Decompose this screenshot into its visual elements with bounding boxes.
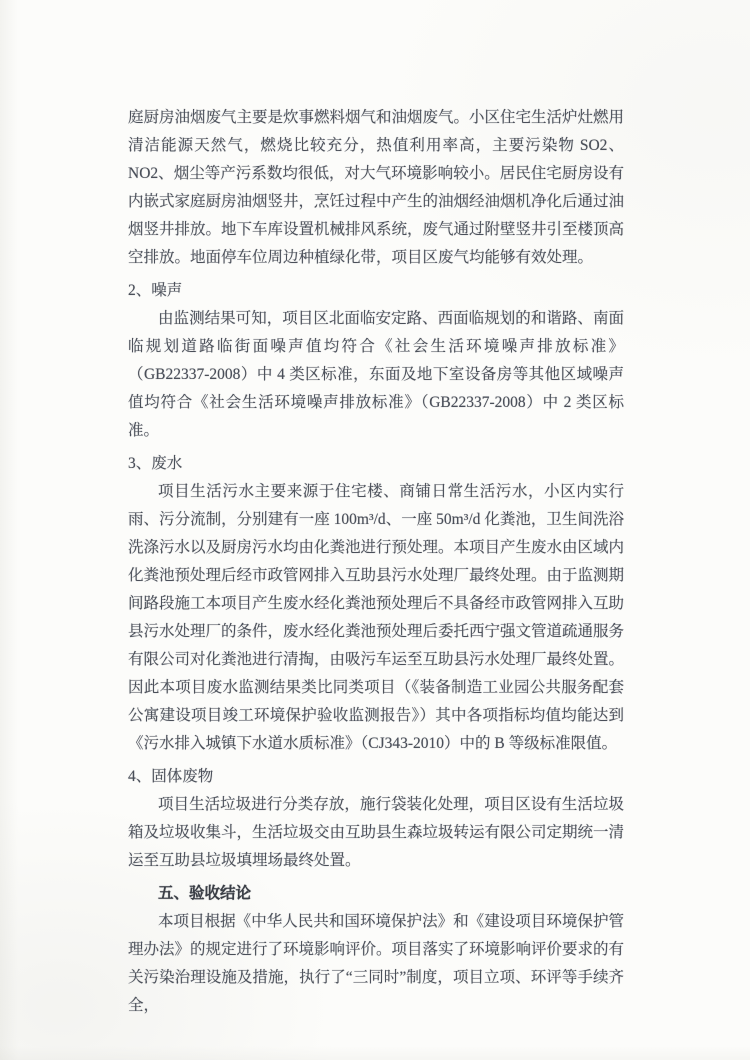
paragraph-wastewater-treatment: 项目生活污水主要来源于住宅楼、商铺日常生活污水，小区内实行雨、污分流制，分别建有一座 100m³/d、一座 50m³/d 化粪池，卫生间洗浴洗涤污水以及厨房污水均由化粪池进行预处理。本项目产生废水由区域内化粪池预处理后经市政管网排入互助县污水处理厂最终处理。由于监测期间路段施工本项目产生废水经化粪池预处理后不具备经市政管网排入互助县污水处理厂的条件，废水经化粪池预处理后委托西宁强文管道疏通服务有限公司对化粪池进行清掏，由吸污车运至互助县污水处理厂最终处置。因此本项目废水监测结果类比同类项目（《装备制造工业园公共服务配套公寓建设项目竣工环境保护验收监测报告》）其中各项指标均值均能达到《污水排入城镇下水道水质标准》（CJ343-2010）中的 B 等级标准限值。	[128, 483, 625, 752]
heading-noise: 2、噪声	[128, 282, 183, 299]
heading-acceptance-conclusion: 五、验收结论	[158, 885, 252, 902]
paragraph-solid-waste-disposal: 项目生活垃圾进行分类存放，施行袋装化处理，项目区设有生活垃圾箱及垃圾收集斗，生活垃圾交由互助县生森垃圾转运有限公司定期统一清运至互助县垃圾填埋场最终处置。	[128, 796, 625, 869]
heading-wastewater: 3、废水	[128, 455, 183, 472]
paragraph-noise-monitoring: 由监测结果可知，项目区北面临安定路、西面临规划的和谐路、南面临规划道路临街面噪声值均符合《社会生活环境噪声排放标准》（GB22337-2008）中 4 类区标准，东面及地下室设备房等其他区域噪声值均符合《社会生活环境噪声排放标准》（GB22337-2008）中 2 类区标准。	[128, 310, 624, 439]
paragraph-kitchen-exhaust-gas: 庭厨房油烟废气主要是炊事燃料烟气和油烟废气。小区住宅生活炉灶燃用清洁能源天然气，燃烧比较充分，热值利用率高，主要污染物 SO2、NO2、烟尘等产污系数均很低，对大气环境影响较小。居民住宅厨房设有内嵌式家庭厨房油烟竖井，烹饪过程中产生的油烟经油烟机净化后通过油烟竖井排放。地下车库设置机械排风系统，废气通过附壁竖井引至楼顶高空排放。地面停车位周边种植绿化带，项目区废气均能够有效处理。	[128, 109, 625, 266]
page-content	[128, 104, 624, 1020]
paragraph-conclusion-body: 本项目根据《中华人民共和国环境保护法》和《建设项目环境保护管理办法》的规定进行了环境影响评价。项目落实了环境影响评价要求的有关污染治理设施及措施，执行了“三同时”制度，项目立项、环评等手续齐全，	[128, 913, 625, 1014]
heading-solid-waste: 4、固体废物	[128, 768, 214, 785]
